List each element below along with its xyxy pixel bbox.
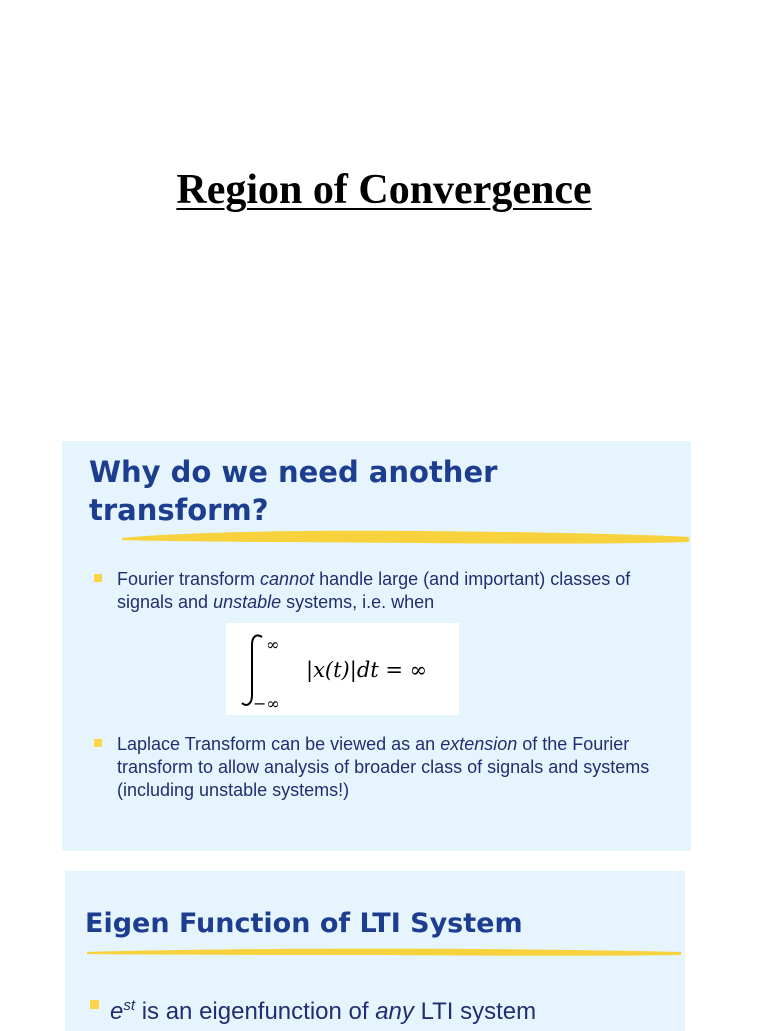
bullet-text: LTI system	[413, 998, 537, 1025]
highlight-stroke	[120, 525, 691, 549]
bullet-emphasis: cannot	[260, 569, 315, 589]
integral-upper-limit: ∞	[266, 635, 280, 654]
slide-heading-line2: transform?	[89, 493, 269, 527]
slide-heading: Eigen Function of LTI System	[85, 908, 523, 939]
bullet-emphasis: extension	[440, 734, 518, 754]
bullet-emphasis: any	[375, 998, 414, 1025]
bullet-text: is an eigenfunction of	[135, 998, 376, 1025]
highlight-stroke	[85, 943, 683, 961]
bullet-emphasis: e	[110, 998, 124, 1025]
integral-lower-limit: −∞	[253, 694, 280, 713]
bullet-text: of the Fourier transform to allow analysis of broader class of signals and systems (including unstable systems!)	[117, 734, 650, 800]
bullet-superscript: st	[123, 997, 136, 1014]
slide-heading-line1: Why do we need another	[89, 455, 498, 489]
bullet-fourier-limitation	[117, 568, 677, 614]
integral-formula	[226, 623, 459, 715]
bullet-marker	[94, 574, 102, 582]
bullet-laplace-extension	[117, 733, 677, 802]
bullet-eigenfunction	[110, 991, 670, 1027]
bullet-marker	[90, 1000, 99, 1009]
document-title: Region of Convergence	[176, 167, 592, 213]
bullet-marker	[94, 739, 102, 747]
slide-eigen-function	[65, 871, 685, 1031]
bullet-text: handle large (and important) classes of signals and	[117, 569, 631, 612]
bullet-text: Fourier transform	[117, 569, 261, 589]
slide-heading	[89, 453, 497, 529]
integral-body: |x(t)|dt = ∞	[306, 658, 428, 682]
bullet-emphasis: unstable	[213, 592, 282, 612]
bullet-text: Laplace Transform can be viewed as an	[117, 734, 441, 754]
bullet-text: systems, i.e. when	[281, 592, 435, 612]
slide-why-another-transform	[62, 441, 691, 851]
